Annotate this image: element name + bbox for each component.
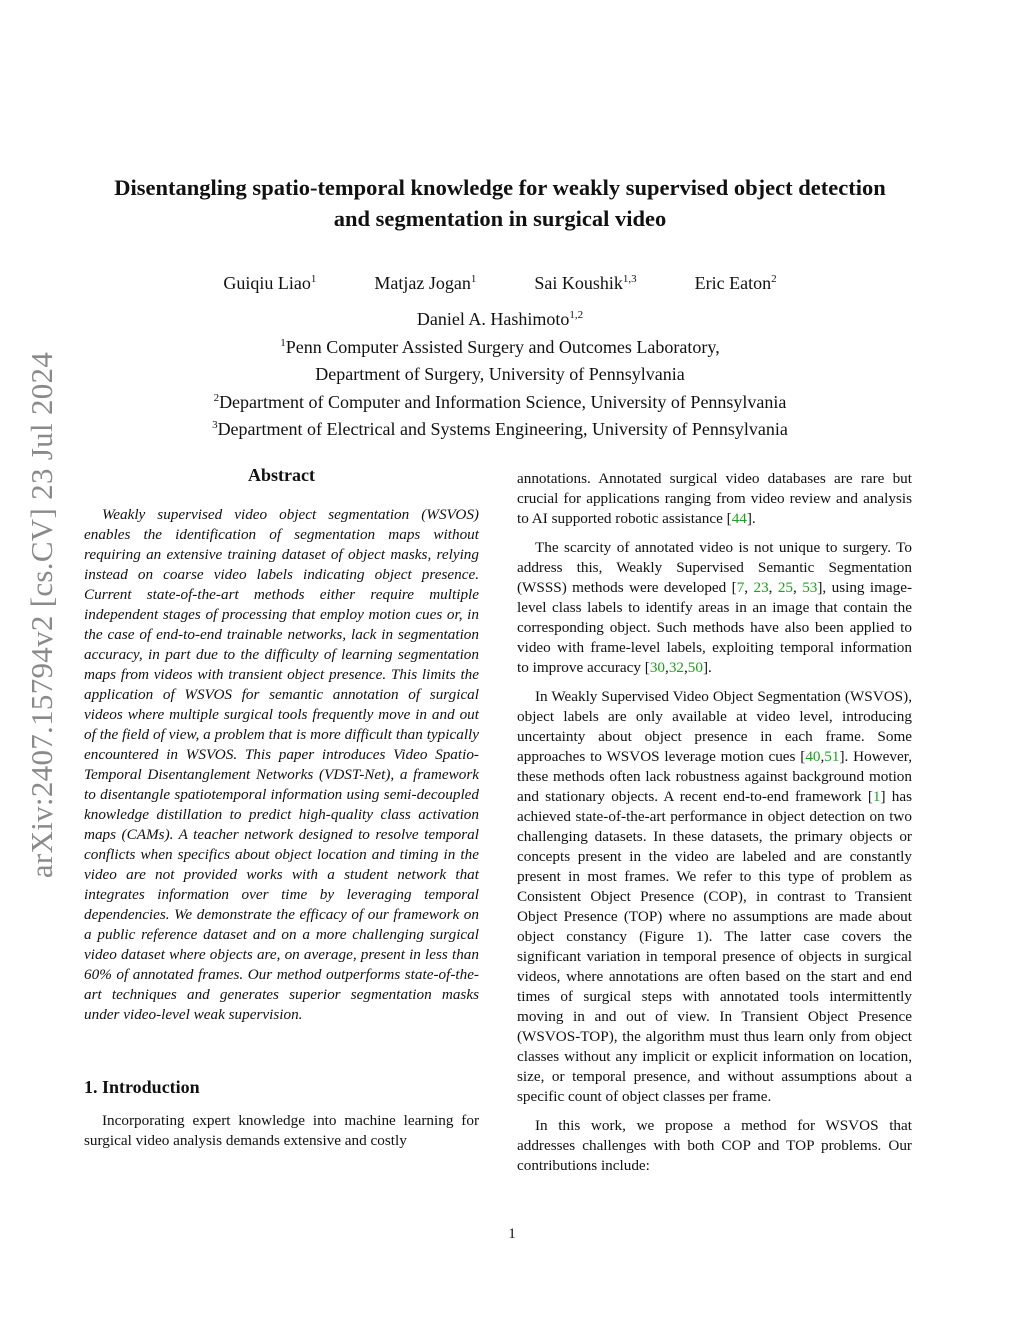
title-line-2: and segmentation in surgical video <box>333 206 667 231</box>
author: Guiqiu Liao$^1$ <box>223 273 317 293</box>
intro-paragraph: Incorporating expert knowledge into machine learning for surgical video analysis demands extensive and costly <box>84 1112 479 1149</box>
abstract-body: Weakly supervised video object segmentation (WSVOS) enables the identification of segmentation maps without requiring an extensive training dataset of object masks, relying instead on coarse video labels indicating object presence. Current state-of-the-art methods either require multiple independent stages of processing that employ motion cues or, in the case of end-to-end trainable networks, lack in segmentation accuracy, in part due to the difficulty of learning segmentation maps from videos with transient object presence. This limits the application of WSVOS for semantic annotation of surgical videos where multiple surgical tools frequently move in and out of the field of view, a problem that is more difficult than typically encountered in WSVOS. This paper introduces Video Spatio-Temporal Disentanglement Networks (VDST-Net), a framework to disentangle spatiotemporal information using semi-decoupled knowledge distillation to predict high-quality class activation maps (CAMs). A teacher network designed to resolve temporal conflicts when specifics about object location and timing in the video are not provided works with a student network that integrates information over time by leveraging temporal dependencies. We demonstrate the efficacy of our framework on a public reference dataset and on a more challenging surgical video dataset where objects are, on average, present in less than 60% of annotated frames. Our method outperforms state-of-the-art techniques and generates superior segmentation masks under video-level weak supervision. <box>84 506 479 1023</box>
paragraph: In this work, we propose a method for WSVOS that addresses challenges with both COP and TOP problems. Our contributions include: <box>517 1117 912 1174</box>
author: Daniel A. Hashimoto$^{1,2}$ <box>416 309 584 329</box>
right-column <box>517 469 912 1176</box>
section-heading-introduction: 1. Introduction <box>84 1077 200 1097</box>
author-row <box>150 268 850 295</box>
citation-link[interactable]: 1 <box>872 788 881 805</box>
paragraph: annotations. Annotated surgical video databases are rare but crucial for applications ranging from video review and analysis to AI supported robotic assistance [44]. <box>517 470 912 527</box>
paper-title <box>60 172 940 234</box>
citation-link[interactable]: 53 <box>802 579 818 596</box>
citation-link[interactable]: 50 <box>687 659 703 676</box>
abstract-heading: Abstract <box>248 465 315 485</box>
page-number: 1 <box>508 1226 516 1242</box>
affiliation: $^2$Department of Computer and Information Science, University of Pennsylvania <box>213 391 787 412</box>
citation-link[interactable]: 40 <box>805 748 821 765</box>
affiliation: $^1$Penn Computer Assisted Surgery and Outcomes Laboratory, <box>280 336 720 357</box>
citation-link[interactable]: 25 <box>777 579 794 596</box>
citation-link[interactable]: 7 <box>736 579 745 596</box>
arxiv-stamp-text: arXiv:2407.15794v2 [cs.CV] 23 Jul 2024 <box>24 351 59 879</box>
affiliations <box>150 304 850 442</box>
title-line-1: Disentangling spatio-temporal knowledge for weakly supervised object detection <box>114 175 886 200</box>
citation-link[interactable]: 44 <box>731 510 747 527</box>
citation-link[interactable]: 51 <box>824 748 840 765</box>
citation-link[interactable]: 23 <box>753 579 769 596</box>
author: Matjaz Jogan$^1$ <box>374 273 477 293</box>
citation-link[interactable]: 30 <box>649 659 666 676</box>
affiliation: Department of Surgery, University of Pennsylvania <box>315 364 685 384</box>
left-column <box>84 465 479 1151</box>
author: Sai Koushik$^{1,3}$ <box>534 273 637 293</box>
paragraph: The scarcity of annotated video is not unique to surgery. To address this, Weakly Supervised Semantic Segmentation (WSSS) methods were developed [7, 23, 25, 53], using image-level class labels to identify areas in an image that contain the corresponding object. Such methods have also been applied to video with frame-level labels, exploiting temporal information to improve accuracy [30,32,50]. <box>517 539 913 676</box>
paragraph: In Weakly Supervised Video Object Segmentation (WSVOS), object labels are only available at video level, introducing uncertainty about object presence in each frame. Some approaches to WSVOS leverage motion cues [40,51]. However, these methods often lack robustness against background motion and stationary objects. A recent end-to-end framework [1] has achieved state-of-the-art performance in object detection on two challenging datasets. In these datasets, the primary objects or concepts present in the video are labeled and are constantly present in most frames. We refer to this type of problem as Consistent Object Presence (COP), in contrast to Transient Object Presence (TOP) where no assumptions are made about object constancy (Figure 1). The latter case covers the significant variation in temporal presence of objects in surgical videos, where annotations are often based on the start and end times of surgical steps with annotated tools intermittently moving in and out of view. In Transient Object Presence (WSVOS-TOP), the algorithm must thus learn only from object classes without any implicit or explicit information on location, size, or temporal presence, and without assumptions about a specific count of object classes per frame. <box>517 688 912 1105</box>
author: Eric Eaton$^2$ <box>694 273 777 293</box>
author-list <box>150 268 850 295</box>
citation-link[interactable]: 32 <box>668 659 684 676</box>
affiliation: $^3$Department of Electrical and Systems Engineering, University of Pennsylvania <box>212 419 788 439</box>
arxiv-stamp <box>14 270 70 960</box>
